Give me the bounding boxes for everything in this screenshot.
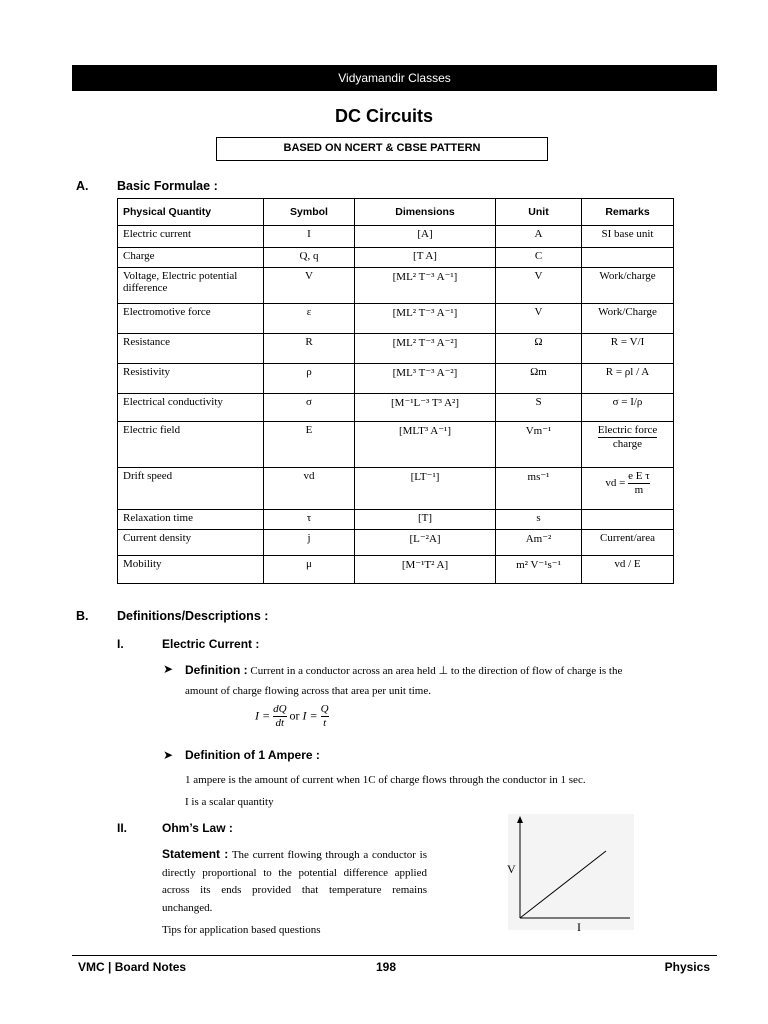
cell-dimensions: [A]	[355, 226, 496, 248]
col-dimensions: Dimensions	[355, 199, 496, 226]
page-title: DC Circuits	[334, 106, 433, 126]
drift-fraction	[628, 470, 650, 497]
table-row	[118, 226, 674, 248]
statement-label: Statement :	[162, 847, 229, 861]
col-remarks: Remarks	[582, 199, 674, 226]
cell-dimensions: [LT⁻¹]	[355, 468, 496, 510]
graph-x-label: I	[577, 920, 581, 934]
cell-remarks	[582, 248, 674, 268]
cell-remarks	[582, 468, 674, 510]
formula-lhs: I =	[255, 708, 271, 723]
cell-quantity: Current density	[118, 530, 264, 556]
fraction-denominator: m	[634, 484, 644, 496]
cell-quantity: Relaxation time	[118, 510, 264, 530]
cell-remarks: R = ρl / A	[582, 364, 674, 394]
cell-unit: Ωm	[496, 364, 582, 394]
cell-dimensions: [ML² T⁻³ A⁻¹]	[355, 268, 496, 304]
col-unit: Unit	[496, 199, 582, 226]
scalar-text: I is a scalar quantity	[185, 796, 274, 808]
table-header-row	[118, 199, 674, 226]
cell-symbol: V	[264, 268, 355, 304]
section-a-label: A.	[76, 179, 89, 193]
cell-unit: C	[496, 248, 582, 268]
cell-symbol: σ	[264, 394, 355, 422]
arrow-bullet-icon: ➤	[163, 748, 174, 762]
table-row	[118, 510, 674, 530]
section-a-title: Basic Formulae :	[117, 179, 218, 193]
fraction-numerator: Electric force	[597, 424, 658, 436]
fraction-denominator: dt	[275, 717, 285, 729]
tips-text: Tips for application based questions	[162, 924, 321, 936]
section-b-label: B.	[76, 609, 89, 623]
cell-quantity: Electric current	[118, 226, 264, 248]
table-row	[118, 304, 674, 334]
cell-symbol: μ	[264, 556, 355, 584]
footer-page: 198	[376, 960, 397, 974]
cell-unit: A	[496, 226, 582, 248]
formula-frac-1	[273, 703, 286, 730]
cell-quantity: Resistance	[118, 334, 264, 364]
cell-unit: Ω	[496, 334, 582, 364]
cell-unit: S	[496, 394, 582, 422]
graph-y-label: V	[507, 862, 516, 876]
cell-dimensions: [T A]	[355, 248, 496, 268]
definition-text-2: amount of charge flowing across that area per unit time.	[185, 685, 431, 697]
cell-symbol: I	[264, 226, 355, 248]
cell-quantity: Charge	[118, 248, 264, 268]
table-row	[118, 248, 674, 268]
cell-unit: s	[496, 510, 582, 530]
statement-text: The current flowing through a conductor is directly proportional to the potential difference applied across its ends provided that temperature remains unchanged.	[162, 849, 427, 914]
cell-symbol: vd	[264, 468, 355, 510]
org-name: Vidyamandir Classes	[338, 71, 451, 85]
cell-remarks: SI base unit	[582, 226, 674, 248]
footer-right: Physics	[664, 960, 710, 974]
cell-remarks: Current/area	[582, 530, 674, 556]
cell-symbol: E	[264, 422, 355, 468]
cell-symbol: j	[264, 530, 355, 556]
cell-quantity: Voltage, Electric potential difference	[118, 268, 264, 304]
cell-remarks: R = V/I	[582, 334, 674, 364]
table-row	[118, 468, 674, 510]
cell-quantity: Electromotive force	[118, 304, 264, 334]
cell-remarks: Work/Charge	[582, 304, 674, 334]
cell-quantity: Electric field	[118, 422, 264, 468]
cell-dimensions: [MLT³ A⁻¹]	[355, 422, 496, 468]
ohms-statement	[162, 846, 427, 917]
ampere-text: 1 ampere is the amount of current when 1C of charge flows through the conductor in 1 sec.	[185, 774, 586, 786]
cell-unit: m² V⁻¹s⁻¹	[496, 556, 582, 584]
footer-left: VMC | Board Notes	[78, 960, 187, 974]
cell-remarks: Work/charge	[582, 268, 674, 304]
cell-symbol: R	[264, 334, 355, 364]
formula-or: or	[289, 708, 300, 723]
table-row	[118, 268, 674, 304]
sub-i-num: I.	[117, 637, 124, 651]
cell-remarks: σ = I/ρ	[582, 394, 674, 422]
drift-lhs: vd =	[605, 477, 626, 490]
section-b-title: Definitions/Descriptions :	[117, 609, 269, 623]
cell-symbol: Q, q	[264, 248, 355, 268]
cell-symbol: ρ	[264, 364, 355, 394]
fraction-numerator: e E τ	[628, 470, 650, 482]
col-symbol: Symbol	[264, 199, 355, 226]
arrow-bullet-icon: ➤	[163, 662, 174, 676]
formula-frac-2	[321, 703, 329, 730]
cell-unit: ms⁻¹	[496, 468, 582, 510]
cell-quantity: Resistivity	[118, 364, 264, 394]
fraction-denominator: charge	[612, 438, 643, 450]
definition-text: Current in a conductor across an area held ⊥ to the direction of flow of charge is the	[250, 665, 623, 677]
current-formula	[255, 703, 329, 730]
fraction-numerator: dQ	[273, 703, 287, 715]
cell-symbol: ε	[264, 304, 355, 334]
header-bar	[72, 65, 717, 91]
cell-dimensions: [M⁻¹T² A]	[355, 556, 496, 584]
cell-dimensions: [ML³ T⁻³ A⁻²]	[355, 364, 496, 394]
table-row	[118, 530, 674, 556]
cell-unit: Vm⁻¹	[496, 422, 582, 468]
cell-dimensions: [ML² T⁻³ A⁻²]	[355, 334, 496, 364]
cell-remarks	[582, 422, 674, 468]
formula-lhs-2: I =	[302, 708, 318, 723]
cell-remarks: vd / E	[582, 556, 674, 584]
fraction-denominator: t	[323, 717, 327, 729]
cell-remarks	[582, 510, 674, 530]
field-fraction	[598, 424, 658, 451]
cell-unit: V	[496, 304, 582, 334]
cell-dimensions: [M⁻¹L⁻³ T³ A²]	[355, 394, 496, 422]
table-row	[118, 394, 674, 422]
cell-dimensions: [ML² T⁻³ A⁻¹]	[355, 304, 496, 334]
cell-dimensions: [L⁻²A]	[355, 530, 496, 556]
pattern-box: BASED ON NCERT & CBSE PATTERN	[216, 137, 548, 161]
vi-graph	[500, 812, 640, 934]
table-row	[118, 364, 674, 394]
sub-i-title: Electric Current :	[162, 637, 260, 651]
definition-label: Definition :	[185, 663, 248, 677]
col-quantity: Physical Quantity	[118, 199, 264, 226]
sub-ii-num: II.	[117, 821, 128, 835]
formula-table	[117, 198, 674, 584]
cell-symbol: τ	[264, 510, 355, 530]
sub-ii-title: Ohm’s Law :	[162, 821, 233, 835]
ampere-heading: Definition of 1 Ampere :	[185, 748, 320, 762]
cell-quantity: Electrical conductivity	[118, 394, 264, 422]
cell-dimensions: [T]	[355, 510, 496, 530]
cell-unit: V	[496, 268, 582, 304]
fraction-numerator: Q	[320, 703, 329, 715]
cell-unit: Am⁻²	[496, 530, 582, 556]
table-row	[118, 334, 674, 364]
table-row	[118, 556, 674, 584]
cell-quantity: Mobility	[118, 556, 264, 584]
current-definition	[185, 660, 685, 701]
table-row	[118, 422, 674, 468]
cell-quantity: Drift speed	[118, 468, 264, 510]
footer-divider	[72, 955, 717, 956]
